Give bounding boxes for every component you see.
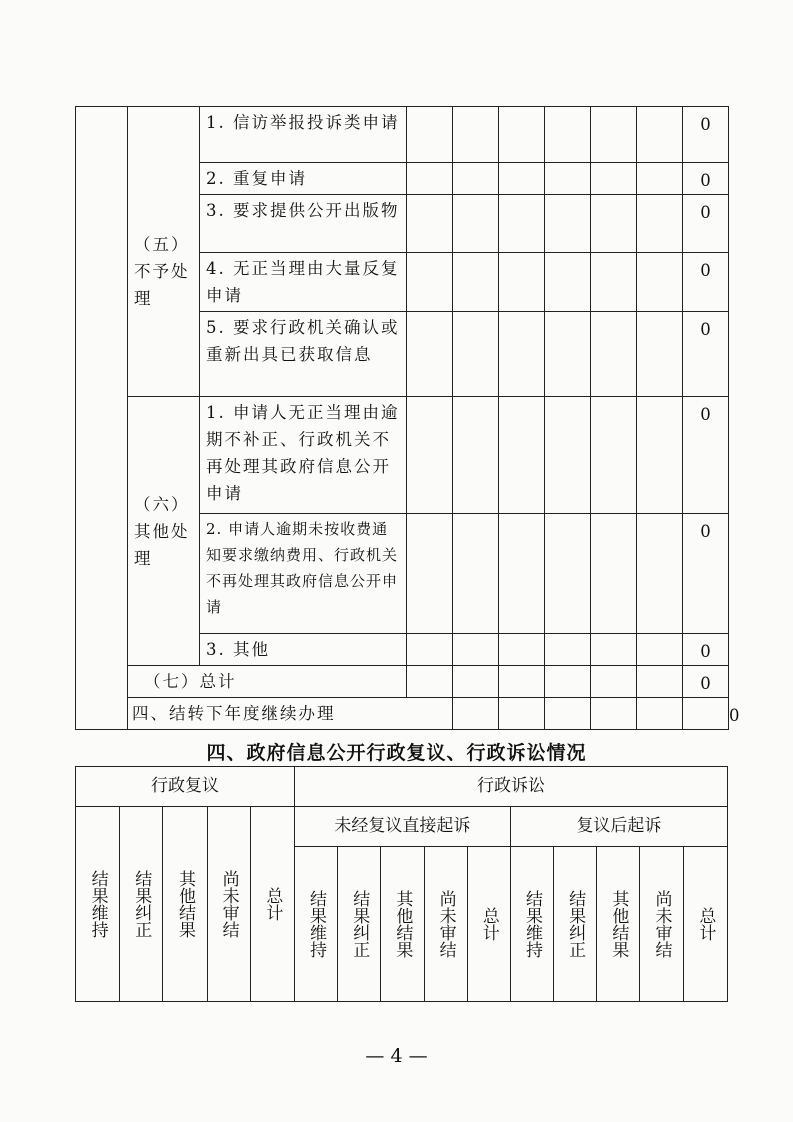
row-label: 2. 申请人逾期未按收费通知要求缴纳费用、行政机关不再处理其政府信息公开申请	[200, 514, 407, 634]
table-row	[76, 767, 728, 807]
after-col-2: 结果纠正	[554, 847, 597, 1002]
review-header: 行政复议	[76, 767, 295, 807]
direct-col-1: 结果维持	[294, 847, 337, 1002]
row-label: 1. 申请人无正当理由逾期不补正、行政机关不再处理其政府信息公开申请	[200, 397, 407, 514]
row-label: 3. 其他	[200, 634, 407, 666]
review-litigation-table	[75, 766, 728, 1002]
disposition-table	[75, 106, 740, 730]
row-label: 四、结转下年度继续办理	[128, 698, 453, 730]
review-col-3: 其他结果	[163, 807, 207, 1002]
row-label: 1. 信访举报投诉类申请	[200, 107, 407, 163]
row-label: 4. 无正当理由大量反复申请	[200, 253, 407, 312]
table-row	[76, 397, 729, 514]
row-total: 0	[683, 666, 729, 698]
review-col-1: 结果维持	[76, 807, 120, 1002]
row-label: 2. 重复申请	[200, 163, 407, 195]
after-review-header: 复议后起诉	[510, 807, 727, 847]
after-col-4: 尚未审结	[640, 847, 683, 1002]
row-total: 0	[683, 195, 729, 253]
table-row	[76, 107, 729, 163]
review-col-5: 总计	[250, 807, 294, 1002]
outer-blank-cell	[76, 107, 128, 730]
row-label: 3. 要求提供公开出版物	[200, 195, 407, 253]
row-total: 0	[683, 634, 729, 666]
review-col-4: 尚未审结	[207, 807, 250, 1002]
direct-col-4: 尚未审结	[424, 847, 467, 1002]
after-col-3: 其他结果	[597, 847, 640, 1002]
group6-label: （六） 其他处理	[128, 397, 200, 666]
after-col-5: 总计	[683, 847, 727, 1002]
page-number: — 4 —	[365, 1045, 428, 1067]
after-col-1: 结果维持	[510, 847, 553, 1002]
direct-col-3: 其他结果	[381, 847, 424, 1002]
row-total: 0	[683, 312, 729, 397]
row-total: 0	[683, 397, 729, 514]
group5-label: （五） 不予处理	[128, 107, 200, 397]
table-row	[76, 666, 729, 698]
table-row	[76, 807, 728, 847]
row-total: 0	[683, 107, 729, 163]
section-title: 四、政府信息公开行政复议、行政诉讼情况	[206, 742, 587, 764]
row-label: （七）总计	[128, 666, 407, 698]
direct-col-2: 结果纠正	[338, 847, 381, 1002]
direct-col-5: 总计	[467, 847, 510, 1002]
row-total: 0	[683, 163, 729, 195]
litigation-header: 行政诉讼	[294, 767, 727, 807]
review-col-2: 结果纠正	[120, 807, 163, 1002]
row-label: 5. 要求行政机关确认或重新出具已获取信息	[200, 312, 407, 397]
row-total: 0	[683, 253, 729, 312]
table-row: 四、结转下年度继续办理 0	[76, 698, 729, 730]
row-total: 0	[683, 514, 729, 634]
direct-suit-header: 未经复议直接起诉	[294, 807, 510, 847]
